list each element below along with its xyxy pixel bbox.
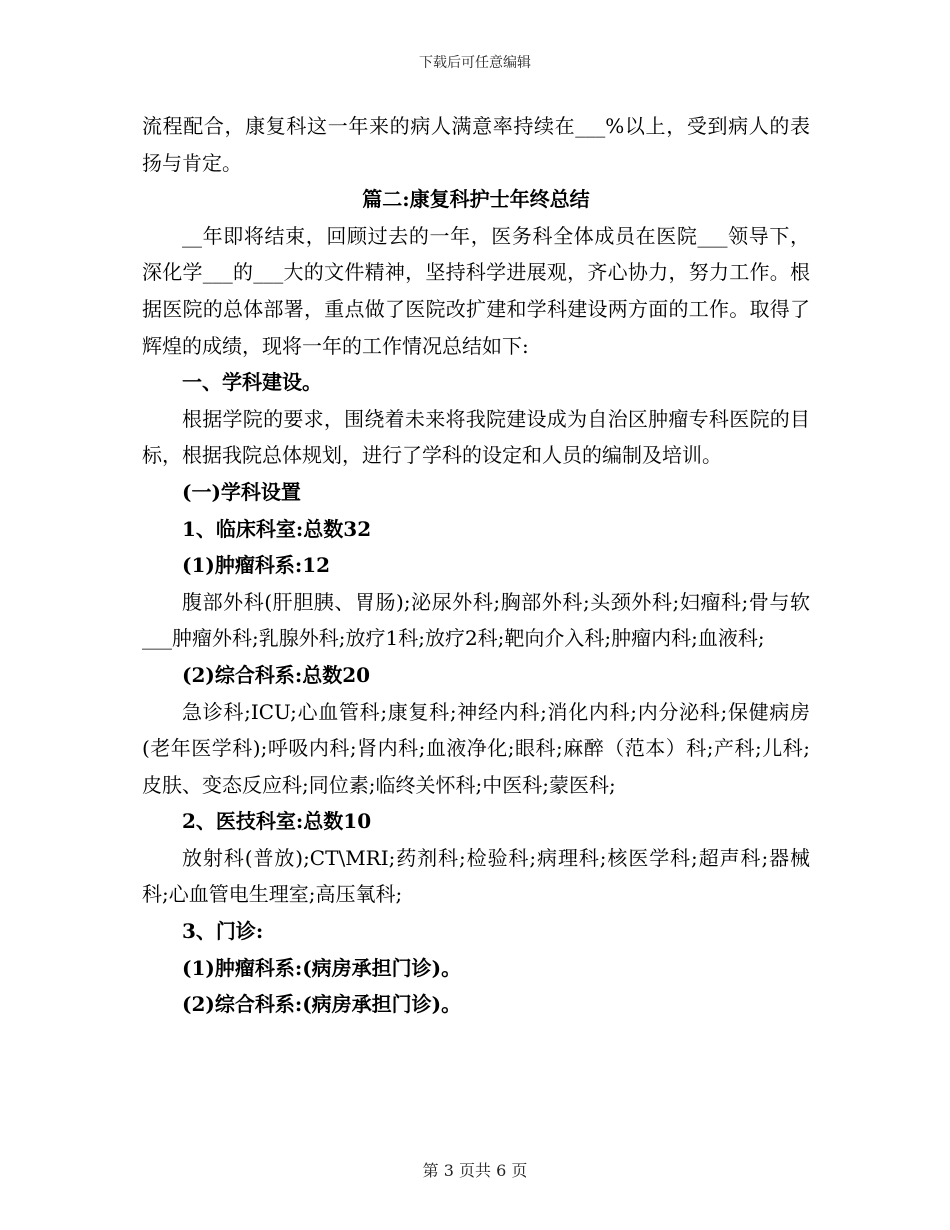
document-body	[142, 108, 810, 1023]
paragraph-intro: __年即将结束，回顾过去的一年，医务科全体成员在医院___领导下，深化学___的___大的文件精神，坚持科学进展观，齐心协力，努力工作。根据医院的总体部署，重点做了医院改扩建和学科建设两方面的工作。取得了辉煌的成绩，现将一年的工作情况总结如下:	[142, 223, 810, 358]
heading-general-system: (2)综合科系:总数20	[182, 662, 371, 687]
heading-discipline-setup: (一)学科设置	[182, 479, 301, 504]
heading-outpatient: 3、门诊:	[182, 919, 264, 944]
paragraph-discipline: 根据学院的要求，围绕着未来将我院建设成为自治区肿瘤专科医院的目标，根据我院总体规划，进行了学科的设定和人员的编制及培训。	[142, 406, 810, 468]
heading-outpatient-oncology: (1)肿瘤科系:(病房承担门诊)。	[182, 955, 462, 980]
heading-discipline-construction: 一、学科建设。	[182, 370, 322, 395]
page-header: 下载后可任意编辑	[419, 55, 531, 71]
heading-oncology-system: (1)肿瘤科系:12	[182, 553, 331, 578]
section-title: 篇二:康复科护士年终总结	[362, 187, 590, 212]
paragraph-oncology-list: 腹部外科(肝胆胰、胃肠);泌尿外科;胸部外科;头颈外科;妇瘤科;骨与软___肿瘤外科;乳腺外科;放疗1科;放疗2科;靶向介入科;肿瘤内科;血液科;	[142, 589, 810, 651]
heading-outpatient-general: (2)综合科系:(病房承担门诊)。	[182, 992, 462, 1017]
page-footer: 第 3 页共 6 页	[422, 1161, 528, 1180]
paragraph-general-list: 急诊科;ICU;心血管科;康复科;神经内科;消化内科;内分泌科;保健病房(老年医学科);呼吸内科;肾内科;血液净化;眼科;麻醉（范本）科;产科;儿科;皮肤、变态反应科;同位素;临终关怀科;中医科;蒙医科;	[142, 699, 810, 797]
paragraph-continued: 流程配合，康复科这一年来的病人满意率持续在___%以上，受到病人的表扬与肯定。	[142, 114, 810, 175]
paragraph-medical-tech-list: 放射科(普放);CT\MRI;药剂科;检验科;病理科;核医学科;超声科;器械科;心血管电生理室;高压氧科;	[142, 845, 810, 907]
heading-medical-tech: 2、医技科室:总数10	[182, 809, 372, 834]
heading-clinical-departments: 1、临床科室:总数32	[182, 516, 372, 541]
